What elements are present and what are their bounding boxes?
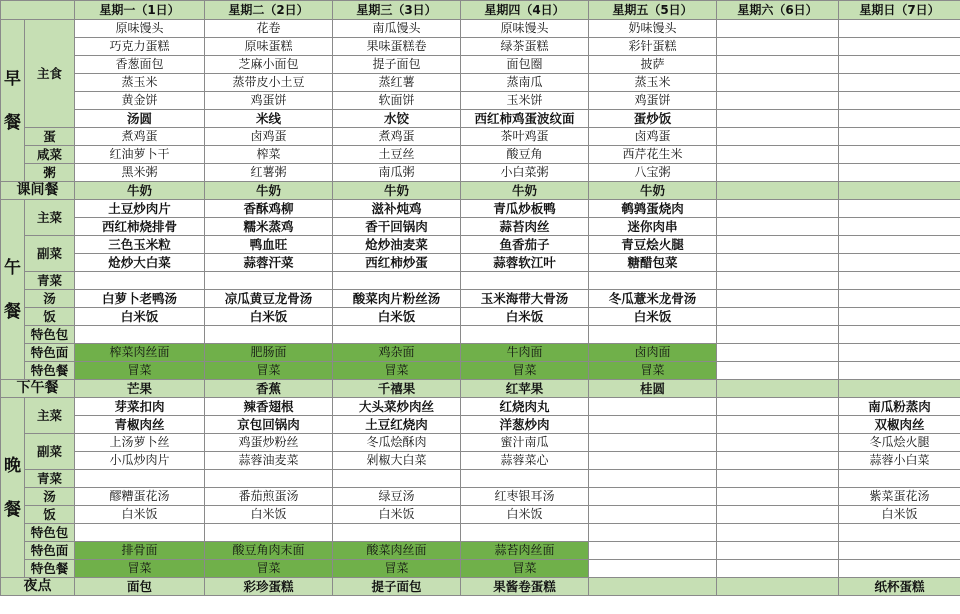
menu-cell: 凉瓜黄豆龙骨汤 — [205, 290, 333, 308]
menu-cell: 洋葱炒肉 — [461, 416, 589, 434]
menu-cell — [333, 326, 461, 344]
menu-cell: 冬瓜烩火腿 — [839, 434, 960, 452]
menu-cell: 玉米饼 — [461, 92, 589, 110]
menu-cell — [839, 20, 960, 38]
menu-cell: 土豆红烧肉 — [333, 416, 461, 434]
menu-cell: 鸡蛋饼 — [205, 92, 333, 110]
menu-cell — [839, 254, 960, 272]
menu-cell — [717, 398, 839, 416]
meal-label-text: 早 餐 — [4, 68, 21, 133]
menu-cell: 三色玉米粒 — [75, 236, 205, 254]
menu-cell: 蒜苔肉丝 — [461, 218, 589, 236]
category-label-rice: 饭 — [25, 506, 75, 524]
menu-cell: 青瓜炒板鸭 — [461, 200, 589, 218]
menu-cell — [839, 362, 960, 380]
menu-cell — [717, 326, 839, 344]
menu-cell — [839, 524, 960, 542]
menu-cell — [839, 218, 960, 236]
menu-cell: 香酥鸡柳 — [205, 200, 333, 218]
menu-cell: 榨菜 — [205, 146, 333, 164]
menu-cell: 牛奶 — [75, 182, 205, 200]
menu-cell — [839, 326, 960, 344]
menu-cell: 排骨面 — [75, 542, 205, 560]
menu-cell: 炝炒大白菜 — [75, 254, 205, 272]
menu-cell — [839, 128, 960, 146]
menu-cell — [589, 416, 717, 434]
menu-cell: 芝麻小面包 — [205, 56, 333, 74]
menu-cell — [205, 470, 333, 488]
menu-cell — [75, 272, 205, 290]
menu-cell: 白米饭 — [839, 506, 960, 524]
menu-cell: 香葱面包 — [75, 56, 205, 74]
menu-cell: 鹌鹑蛋烧肉 — [589, 200, 717, 218]
menu-cell: 果酱卷蛋糕 — [461, 578, 589, 596]
menu-cell — [717, 524, 839, 542]
menu-cell — [717, 146, 839, 164]
menu-cell — [717, 470, 839, 488]
menu-row — [1, 182, 960, 200]
category-label-special_noodle: 特色面 — [25, 542, 75, 560]
menu-cell: 榨菜肉丝面 — [75, 344, 205, 362]
menu-cell: 白米饭 — [333, 506, 461, 524]
menu-cell — [839, 200, 960, 218]
category-label-side_dish: 副菜 — [25, 236, 75, 272]
menu-row — [1, 38, 960, 56]
meal-label-morning_snack: 课间餐 — [1, 182, 75, 200]
menu-cell — [589, 272, 717, 290]
menu-cell: 果味蛋糕卷 — [333, 38, 461, 56]
header-row — [1, 1, 960, 20]
category-label-soup: 汤 — [25, 488, 75, 506]
menu-cell: 紫菜蛋花汤 — [839, 488, 960, 506]
menu-row — [1, 326, 960, 344]
menu-cell — [839, 236, 960, 254]
menu-cell: 彩珍蛋糕 — [205, 578, 333, 596]
menu-cell — [589, 452, 717, 470]
menu-row — [1, 578, 960, 596]
menu-cell — [75, 470, 205, 488]
menu-cell — [717, 290, 839, 308]
menu-row — [1, 236, 960, 254]
menu-cell — [717, 362, 839, 380]
menu-cell: 西芹花生米 — [589, 146, 717, 164]
menu-row — [1, 434, 960, 452]
menu-cell: 滋补炖鸡 — [333, 200, 461, 218]
menu-cell — [717, 416, 839, 434]
day-header: 星期日（7日） — [839, 1, 960, 20]
menu-cell — [589, 560, 717, 578]
menu-cell — [717, 74, 839, 92]
menu-cell: 冒菜 — [589, 362, 717, 380]
category-label-main_dish: 主菜 — [25, 200, 75, 236]
menu-cell — [461, 470, 589, 488]
meal-label-text: 午 餐 — [4, 257, 21, 322]
menu-cell: 煮鸡蛋 — [333, 128, 461, 146]
menu-row — [1, 92, 960, 110]
menu-cell: 西红柿炒蛋 — [333, 254, 461, 272]
menu-cell — [839, 38, 960, 56]
category-label-special_meal: 特色餐 — [25, 362, 75, 380]
menu-cell: 卤鸡蛋 — [589, 128, 717, 146]
meal-label-breakfast — [1, 20, 25, 182]
menu-cell — [717, 344, 839, 362]
menu-cell — [839, 164, 960, 182]
menu-row — [1, 20, 960, 38]
menu-row — [1, 344, 960, 362]
category-label-soup: 汤 — [25, 290, 75, 308]
menu-cell: 白米饭 — [75, 506, 205, 524]
menu-cell: 冒菜 — [461, 362, 589, 380]
menu-cell — [717, 272, 839, 290]
menu-cell: 鸡蛋饼 — [589, 92, 717, 110]
menu-cell — [717, 92, 839, 110]
menu-cell: 原味馒头 — [461, 20, 589, 38]
menu-cell — [839, 308, 960, 326]
menu-cell: 西红柿鸡蛋波纹面 — [461, 110, 589, 128]
category-label-pickle: 咸菜 — [25, 146, 75, 164]
menu-cell: 小瓜炒肉片 — [75, 452, 205, 470]
menu-cell: 鸡杂面 — [333, 344, 461, 362]
menu-cell: 土豆炒肉片 — [75, 200, 205, 218]
category-label-staple: 主食 — [25, 20, 75, 128]
menu-cell — [205, 326, 333, 344]
menu-cell: 奶味馒头 — [589, 20, 717, 38]
menu-row — [1, 416, 960, 434]
menu-cell: 鸡蛋炒粉丝 — [205, 434, 333, 452]
menu-row — [1, 164, 960, 182]
menu-cell: 辣香翅根 — [205, 398, 333, 416]
menu-cell: 鱼香茄子 — [461, 236, 589, 254]
menu-cell: 剁椒大白菜 — [333, 452, 461, 470]
day-header: 星期五（5日） — [589, 1, 717, 20]
menu-cell: 红枣银耳汤 — [461, 488, 589, 506]
menu-cell: 西红柿烧排骨 — [75, 218, 205, 236]
category-label-side_dish: 副菜 — [25, 434, 75, 470]
menu-row — [1, 362, 960, 380]
menu-cell — [717, 560, 839, 578]
menu-cell — [717, 56, 839, 74]
menu-cell: 玉米海带大骨汤 — [461, 290, 589, 308]
menu-cell: 黑米粥 — [75, 164, 205, 182]
menu-cell: 原味蛋糕 — [205, 38, 333, 56]
menu-cell — [717, 182, 839, 200]
menu-row — [1, 128, 960, 146]
menu-cell: 白米饭 — [75, 308, 205, 326]
menu-cell: 京包回锅肉 — [205, 416, 333, 434]
menu-row — [1, 254, 960, 272]
menu-row — [1, 452, 960, 470]
menu-row — [1, 380, 960, 398]
menu-cell: 纸杯蛋糕 — [839, 578, 960, 596]
category-label-greens: 青菜 — [25, 272, 75, 290]
menu-cell: 肥肠面 — [205, 344, 333, 362]
menu-cell: 冒菜 — [333, 560, 461, 578]
menu-cell — [589, 506, 717, 524]
menu-row — [1, 542, 960, 560]
menu-cell: 红油萝卜干 — [75, 146, 205, 164]
menu-cell: 提子面包 — [333, 56, 461, 74]
menu-cell: 卤肉面 — [589, 344, 717, 362]
menu-cell — [461, 272, 589, 290]
menu-cell: 汤圆 — [75, 110, 205, 128]
menu-cell — [717, 236, 839, 254]
menu-cell: 红薯粥 — [205, 164, 333, 182]
menu-cell: 蒸玉米 — [589, 74, 717, 92]
menu-cell: 冬瓜薏米龙骨汤 — [589, 290, 717, 308]
menu-cell: 冒菜 — [75, 362, 205, 380]
menu-cell — [75, 326, 205, 344]
menu-cell — [839, 470, 960, 488]
category-label-main_dish: 主菜 — [25, 398, 75, 434]
menu-cell: 软面饼 — [333, 92, 461, 110]
menu-cell: 牛奶 — [205, 182, 333, 200]
menu-cell: 蒜蓉油麦菜 — [205, 452, 333, 470]
menu-cell: 茶叶鸡蛋 — [461, 128, 589, 146]
menu-row — [1, 506, 960, 524]
category-label-special_noodle: 特色面 — [25, 344, 75, 362]
menu-cell: 绿茶蛋糕 — [461, 38, 589, 56]
menu-cell: 酸菜肉片粉丝汤 — [333, 290, 461, 308]
menu-cell — [589, 434, 717, 452]
menu-cell: 蒸带皮小土豆 — [205, 74, 333, 92]
menu-cell: 白米饭 — [333, 308, 461, 326]
menu-cell: 双椒肉丝 — [839, 416, 960, 434]
menu-cell: 糯米蒸鸡 — [205, 218, 333, 236]
category-label-egg: 蛋 — [25, 128, 75, 146]
menu-cell: 醪糟蛋花汤 — [75, 488, 205, 506]
menu-row — [1, 470, 960, 488]
category-label-special_meal: 特色餐 — [25, 560, 75, 578]
menu-cell: 冒菜 — [461, 560, 589, 578]
corner-cell — [1, 1, 75, 20]
menu-cell — [839, 110, 960, 128]
menu-cell: 蒸玉米 — [75, 74, 205, 92]
menu-row — [1, 308, 960, 326]
menu-row — [1, 488, 960, 506]
menu-row — [1, 218, 960, 236]
menu-cell: 卤鸡蛋 — [205, 128, 333, 146]
menu-cell: 八宝粥 — [589, 164, 717, 182]
menu-cell: 蒜蓉汗菜 — [205, 254, 333, 272]
menu-cell: 芒果 — [75, 380, 205, 398]
menu-cell: 蒸南瓜 — [461, 74, 589, 92]
menu-cell: 花卷 — [205, 20, 333, 38]
menu-cell: 蒜蓉小白菜 — [839, 452, 960, 470]
menu-cell — [717, 542, 839, 560]
menu-cell: 面包圈 — [461, 56, 589, 74]
menu-cell — [461, 524, 589, 542]
menu-cell: 迷你肉串 — [589, 218, 717, 236]
menu-cell — [461, 326, 589, 344]
menu-row — [1, 524, 960, 542]
day-header: 星期二（2日） — [205, 1, 333, 20]
menu-cell: 蒜蓉菜心 — [461, 452, 589, 470]
menu-cell — [717, 506, 839, 524]
menu-cell: 原味馒头 — [75, 20, 205, 38]
menu-cell: 酸豆角 — [461, 146, 589, 164]
menu-cell: 牛奶 — [589, 182, 717, 200]
menu-cell: 番茄煎蛋汤 — [205, 488, 333, 506]
menu-cell: 南瓜粥 — [333, 164, 461, 182]
category-label-rice: 饭 — [25, 308, 75, 326]
menu-cell — [717, 164, 839, 182]
menu-cell — [839, 290, 960, 308]
menu-cell: 鸭血旺 — [205, 236, 333, 254]
menu-cell: 水饺 — [333, 110, 461, 128]
menu-cell: 彩针蛋糕 — [589, 38, 717, 56]
menu-cell — [717, 218, 839, 236]
menu-cell: 上汤萝卜丝 — [75, 434, 205, 452]
menu-row — [1, 110, 960, 128]
menu-cell: 冒菜 — [333, 362, 461, 380]
menu-cell — [589, 470, 717, 488]
menu-cell — [839, 74, 960, 92]
menu-cell — [717, 38, 839, 56]
menu-cell: 蒜蓉软江叶 — [461, 254, 589, 272]
menu-cell: 土豆丝 — [333, 146, 461, 164]
menu-cell — [333, 272, 461, 290]
menu-cell — [717, 200, 839, 218]
menu-row — [1, 200, 960, 218]
menu-cell — [589, 326, 717, 344]
menu-cell — [717, 110, 839, 128]
menu-cell — [75, 524, 205, 542]
menu-cell — [333, 470, 461, 488]
menu-cell — [589, 542, 717, 560]
menu-cell: 蒸红薯 — [333, 74, 461, 92]
menu-cell: 披萨 — [589, 56, 717, 74]
menu-cell — [839, 56, 960, 74]
menu-cell — [839, 92, 960, 110]
menu-cell — [839, 560, 960, 578]
menu-cell: 青豆烩火腿 — [589, 236, 717, 254]
menu-cell: 牛肉面 — [461, 344, 589, 362]
menu-cell: 绿豆汤 — [333, 488, 461, 506]
menu-cell: 大头菜炒肉丝 — [333, 398, 461, 416]
menu-row — [1, 146, 960, 164]
menu-row — [1, 56, 960, 74]
menu-cell: 煮鸡蛋 — [75, 128, 205, 146]
menu-cell — [717, 380, 839, 398]
menu-cell: 芽菜扣肉 — [75, 398, 205, 416]
menu-cell: 红苹果 — [461, 380, 589, 398]
menu-cell — [839, 542, 960, 560]
menu-cell: 牛奶 — [333, 182, 461, 200]
menu-cell: 冬瓜烩酥肉 — [333, 434, 461, 452]
menu-cell: 提子面包 — [333, 578, 461, 596]
menu-cell — [717, 20, 839, 38]
menu-cell: 冒菜 — [205, 362, 333, 380]
meal-label-text: 晚 餐 — [4, 455, 21, 520]
menu-cell: 黄金饼 — [75, 92, 205, 110]
menu-cell: 千禧果 — [333, 380, 461, 398]
menu-row — [1, 560, 960, 578]
menu-cell — [205, 524, 333, 542]
day-header: 星期六（6日） — [717, 1, 839, 20]
menu-cell: 牛奶 — [461, 182, 589, 200]
menu-cell: 蛋炒饭 — [589, 110, 717, 128]
menu-cell: 白米饭 — [205, 506, 333, 524]
menu-cell: 酸菜肉丝面 — [333, 542, 461, 560]
menu-cell — [589, 524, 717, 542]
menu-cell: 桂圆 — [589, 380, 717, 398]
menu-cell: 香干回锅肉 — [333, 218, 461, 236]
menu-cell: 巧克力蛋糕 — [75, 38, 205, 56]
menu-cell: 冒菜 — [205, 560, 333, 578]
day-header: 星期一（1日） — [75, 1, 205, 20]
meal-label-night_snack: 夜点 — [1, 578, 75, 596]
menu-cell — [717, 578, 839, 596]
menu-cell — [717, 254, 839, 272]
menu-cell: 面包 — [75, 578, 205, 596]
menu-cell — [717, 452, 839, 470]
menu-cell — [839, 272, 960, 290]
menu-cell: 南瓜馒头 — [333, 20, 461, 38]
category-label-special_bun: 特色包 — [25, 524, 75, 542]
category-label-special_bun: 特色包 — [25, 326, 75, 344]
menu-cell — [589, 398, 717, 416]
menu-cell: 白萝卜老鸭汤 — [75, 290, 205, 308]
meal-label-dinner — [1, 398, 25, 578]
menu-cell: 米线 — [205, 110, 333, 128]
menu-cell — [717, 488, 839, 506]
menu-cell: 蜜汁南瓜 — [461, 434, 589, 452]
category-label-porridge: 粥 — [25, 164, 75, 182]
day-header: 星期三（3日） — [333, 1, 461, 20]
menu-cell: 南瓜粉蒸肉 — [839, 398, 960, 416]
menu-cell — [333, 524, 461, 542]
menu-cell: 冒菜 — [75, 560, 205, 578]
menu-cell — [839, 380, 960, 398]
meal-label-lunch — [1, 200, 25, 380]
menu-cell: 白米饭 — [461, 308, 589, 326]
menu-row — [1, 398, 960, 416]
menu-cell — [839, 344, 960, 362]
menu-cell: 炝炒油麦菜 — [333, 236, 461, 254]
category-label-greens: 青菜 — [25, 470, 75, 488]
menu-cell — [717, 434, 839, 452]
menu-cell — [589, 488, 717, 506]
day-header: 星期四（4日） — [461, 1, 589, 20]
menu-cell: 青椒肉丝 — [75, 416, 205, 434]
menu-cell: 小白菜粥 — [461, 164, 589, 182]
menu-cell — [839, 182, 960, 200]
meal-label-afternoon_snack: 下午餐 — [1, 380, 75, 398]
menu-cell: 白米饭 — [589, 308, 717, 326]
menu-cell — [589, 578, 717, 596]
menu-cell — [205, 272, 333, 290]
menu-cell — [839, 146, 960, 164]
menu-cell: 糖醋包菜 — [589, 254, 717, 272]
menu-cell: 红烧肉丸 — [461, 398, 589, 416]
menu-cell: 白米饭 — [205, 308, 333, 326]
menu-row — [1, 272, 960, 290]
menu-cell: 蒜苔肉丝面 — [461, 542, 589, 560]
menu-row — [1, 74, 960, 92]
menu-row — [1, 290, 960, 308]
menu-cell — [717, 128, 839, 146]
menu-cell: 香蕉 — [205, 380, 333, 398]
menu-cell — [717, 308, 839, 326]
menu-cell: 白米饭 — [461, 506, 589, 524]
menu-cell: 酸豆角肉末面 — [205, 542, 333, 560]
